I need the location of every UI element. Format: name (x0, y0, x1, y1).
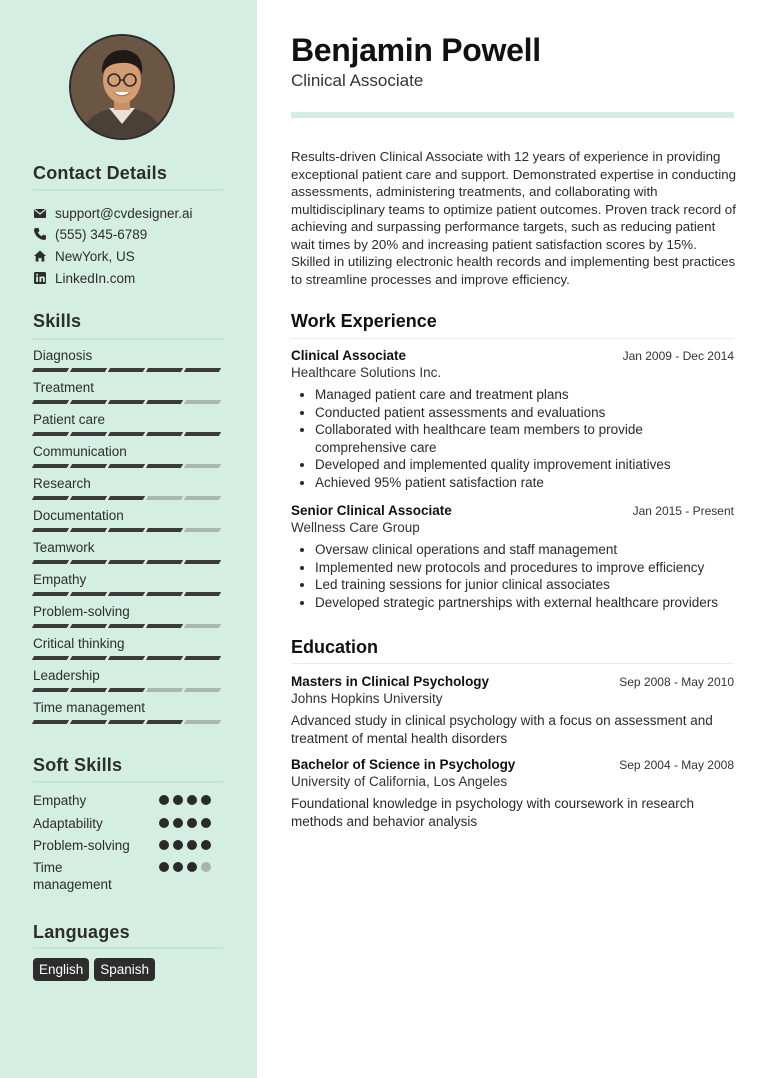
skill-segment-filled (146, 432, 183, 436)
rating-dot-filled (173, 818, 183, 828)
education-description: Advanced study in clinical psychology with a focus on assessment and treatment of mental health disorders (291, 713, 713, 746)
skill-row (33, 444, 223, 468)
skill-row (33, 700, 223, 724)
soft-skill-row (33, 859, 223, 894)
job-bullet: • Developed and implemented quality improvement initiatives (315, 456, 734, 474)
contact-linkedin-text: LinkedIn.com (55, 270, 136, 286)
skill-segment-filled (108, 624, 145, 628)
skill-segment-filled (146, 368, 183, 372)
languages-list (33, 958, 155, 981)
rating-dot-filled (187, 840, 197, 850)
skill-label: Research (33, 476, 91, 491)
skill-segment-filled (70, 464, 107, 468)
skill-segment-filled (70, 560, 107, 564)
contact-heading: Contact Details (33, 163, 168, 183)
soft-skill-label: Problem-solving (33, 838, 130, 853)
phone-icon (33, 227, 47, 241)
skill-segment-filled (146, 560, 183, 564)
soft-skill-label: Time management (33, 860, 112, 892)
skill-segment-filled (108, 368, 145, 372)
skill-segment-filled (184, 432, 221, 436)
skill-segment-filled (32, 656, 69, 660)
job-company: Healthcare Solutions Inc. (291, 365, 442, 380)
candidate-name: Benjamin Powell (291, 32, 541, 68)
skill-segment-filled (146, 528, 183, 532)
skill-segment-filled (32, 688, 69, 692)
rating-dot-empty (201, 862, 211, 872)
skill-label: Documentation (33, 508, 124, 523)
education-school: University of California, Los Angeles (291, 774, 508, 789)
skill-segment-filled (108, 432, 145, 436)
skill-segment-filled (108, 592, 145, 596)
skills-heading: Skills (33, 311, 82, 331)
skill-segment-filled (32, 464, 69, 468)
skill-label: Problem-solving (33, 604, 130, 619)
job-bullet: • Achieved 95% patient satisfaction rate (315, 474, 734, 492)
skill-segment-empty (146, 688, 183, 692)
job-bullet: • Conducted patient assessments and evaluations (315, 404, 734, 422)
rating-dot-filled (187, 795, 197, 805)
job-bullet: • Oversaw clinical operations and staff management (315, 541, 734, 559)
skill-segment-empty (146, 496, 183, 500)
skill-segment-empty (184, 400, 221, 404)
skill-segment-filled (32, 720, 69, 724)
education-date: Sep 2004 - May 2008 (619, 758, 734, 772)
skill-row (33, 540, 223, 564)
skill-row (33, 380, 223, 404)
education-date: Sep 2008 - May 2010 (619, 675, 734, 689)
job-bullet: • Implemented new protocols and procedures to improve efficiency (315, 559, 734, 577)
skill-segment-filled (32, 368, 69, 372)
skill-segment-empty (184, 528, 221, 532)
skill-segment-filled (32, 496, 69, 500)
envelope-icon (33, 206, 47, 220)
soft-skill-rating (159, 862, 211, 872)
skill-level-bar (33, 432, 223, 436)
job-role: Senior Clinical Associate (291, 503, 452, 518)
skill-segment-filled (184, 368, 221, 372)
skill-level-bar (33, 720, 223, 724)
skill-label: Empathy (33, 572, 87, 587)
soft-skill-label: Adaptability (33, 816, 103, 831)
skill-segment-filled (108, 528, 145, 532)
education-description: Foundational knowledge in psychology with coursework in research methods and behavior analysis (291, 796, 694, 829)
skill-segment-filled (184, 560, 221, 564)
education-entry (291, 757, 734, 830)
skill-segment-filled (108, 496, 145, 500)
rating-dot-filled (201, 795, 211, 805)
divider (33, 338, 223, 340)
skill-label: Critical thinking (33, 636, 125, 651)
candidate-title: Clinical Associate (291, 71, 424, 90)
main-content (257, 0, 768, 1078)
skill-segment-filled (70, 400, 107, 404)
skill-segment-filled (146, 720, 183, 724)
sidebar (0, 0, 257, 1078)
soft-skill-row (33, 792, 223, 810)
education-school: Johns Hopkins University (291, 691, 443, 706)
skill-segment-filled (184, 592, 221, 596)
home-icon (33, 249, 47, 263)
education-heading: Education (291, 637, 379, 657)
skill-label: Leadership (33, 668, 100, 683)
skill-segment-filled (70, 688, 107, 692)
job-bullets (291, 541, 734, 611)
job-bullets (291, 386, 734, 491)
skill-level-bar (33, 368, 223, 372)
soft-skill-rating (159, 818, 211, 828)
portrait-image (71, 36, 173, 138)
job-entry (291, 348, 734, 491)
contact-email-text: support@cvdesigner.ai (55, 205, 193, 221)
contact-linkedin[interactable] (33, 269, 135, 287)
skill-label: Patient care (33, 412, 106, 427)
skill-label: Communication (33, 444, 127, 459)
work-experience-heading: Work Experience (291, 311, 437, 331)
divider (291, 663, 734, 664)
skill-label: Diagnosis (33, 348, 93, 363)
soft-skills-heading: Soft Skills (33, 755, 123, 775)
rating-dot-filled (159, 862, 169, 872)
job-company: Wellness Care Group (291, 520, 420, 535)
skill-level-bar (33, 624, 223, 628)
accent-bar (291, 112, 734, 118)
skill-segment-empty (184, 464, 221, 468)
skill-level-bar (33, 528, 223, 532)
profile-photo (69, 34, 175, 140)
job-date: Jan 2015 - Present (632, 504, 734, 518)
education-degree: Bachelor of Science in Psychology (291, 757, 516, 772)
languages-heading: Languages (33, 922, 130, 942)
language-badge-spanish: Spanish (94, 958, 155, 981)
skill-level-bar (33, 560, 223, 564)
divider (33, 947, 223, 949)
skill-segment-filled (146, 464, 183, 468)
job-date: Jan 2009 - Dec 2014 (622, 349, 734, 363)
rating-dot-filled (201, 818, 211, 828)
rating-dot-filled (173, 862, 183, 872)
rating-dot-filled (159, 840, 169, 850)
skill-level-bar (33, 656, 223, 660)
contact-phone-text: (555) 345-6789 (55, 226, 148, 242)
skill-segment-filled (146, 656, 183, 660)
skill-label: Time management (33, 700, 146, 715)
job-bullet: • Led training sessions for junior clinical associates (315, 576, 734, 594)
skill-segment-empty (184, 720, 221, 724)
job-bullet: • Collaborated with healthcare team members to provide comprehensive care (315, 421, 734, 456)
skill-segment-filled (146, 592, 183, 596)
summary-text: Results-driven Clinical Associate with 12 years of experience in providing exceptional patient care and support. Demonstrated expertise in conducting assessments, administering treatments, and collaborating with multidisciplinary teams to optimize patient outcomes. Proven track record of achieving and surpassing performance targets, such as reducing patient wait times by 20% and increasing patient satisfaction scores by 15%. Skilled in utilizing electronic health records and implementing best practices to streamline processes and improve efficiency. (291, 149, 736, 287)
skill-segment-empty (184, 624, 221, 628)
skill-row (33, 508, 223, 532)
soft-skill-row (33, 815, 223, 833)
rating-dot-filled (173, 795, 183, 805)
skill-segment-filled (184, 656, 221, 660)
skill-segment-filled (146, 624, 183, 628)
skill-label: Treatment (33, 380, 95, 395)
skill-segment-filled (32, 624, 69, 628)
skill-segment-filled (70, 496, 107, 500)
skill-segment-filled (32, 560, 69, 564)
contact-location-text: NewYork, US (55, 248, 135, 264)
skill-segment-filled (108, 688, 145, 692)
skill-row (33, 572, 223, 596)
skill-label: Teamwork (33, 540, 95, 555)
skill-segment-filled (108, 400, 145, 404)
language-badge-english: English (33, 958, 89, 981)
soft-skill-rating (159, 840, 211, 850)
skill-segment-filled (70, 720, 107, 724)
skill-level-bar (33, 464, 223, 468)
skill-segment-filled (70, 656, 107, 660)
job-bullet: • Developed strategic partnerships with external healthcare providers (315, 594, 734, 612)
linkedin-icon (33, 271, 47, 285)
skill-row (33, 668, 223, 692)
job-bullet: • Managed patient care and treatment plans (315, 386, 734, 404)
skill-segment-empty (184, 496, 221, 500)
skill-segment-filled (32, 432, 69, 436)
skill-segment-filled (146, 400, 183, 404)
contact-location (33, 247, 135, 265)
education-degree: Masters in Clinical Psychology (291, 674, 490, 689)
skill-level-bar (33, 400, 223, 404)
rating-dot-filled (173, 840, 183, 850)
job-entry (291, 503, 734, 611)
skill-segment-filled (108, 656, 145, 660)
skill-segment-filled (70, 432, 107, 436)
soft-skill-rating (159, 795, 211, 805)
skill-level-bar (33, 592, 223, 596)
skill-segment-filled (70, 528, 107, 532)
contact-email[interactable] (33, 204, 193, 222)
divider (291, 338, 734, 339)
soft-skill-label: Empathy (33, 793, 87, 808)
rating-dot-filled (187, 862, 197, 872)
skill-level-bar (33, 496, 223, 500)
contact-phone[interactable] (33, 225, 147, 243)
divider (33, 781, 223, 783)
skill-segment-empty (184, 688, 221, 692)
rating-dot-filled (201, 840, 211, 850)
skill-segment-filled (108, 464, 145, 468)
skill-segment-filled (32, 400, 69, 404)
job-role: Clinical Associate (291, 348, 407, 363)
divider (33, 189, 223, 191)
education-entry (291, 674, 734, 747)
rating-dot-filled (187, 818, 197, 828)
skill-row (33, 412, 223, 436)
skill-segment-filled (108, 560, 145, 564)
soft-skill-row (33, 837, 223, 855)
skill-segment-filled (32, 528, 69, 532)
skill-row (33, 636, 223, 660)
skill-segment-filled (108, 720, 145, 724)
skill-level-bar (33, 688, 223, 692)
skill-segment-filled (70, 592, 107, 596)
skill-row (33, 348, 223, 372)
skill-segment-filled (70, 368, 107, 372)
rating-dot-filled (159, 818, 169, 828)
skill-row (33, 476, 223, 500)
rating-dot-filled (159, 795, 169, 805)
skill-segment-filled (70, 624, 107, 628)
skill-segment-filled (32, 592, 69, 596)
skill-row (33, 604, 223, 628)
